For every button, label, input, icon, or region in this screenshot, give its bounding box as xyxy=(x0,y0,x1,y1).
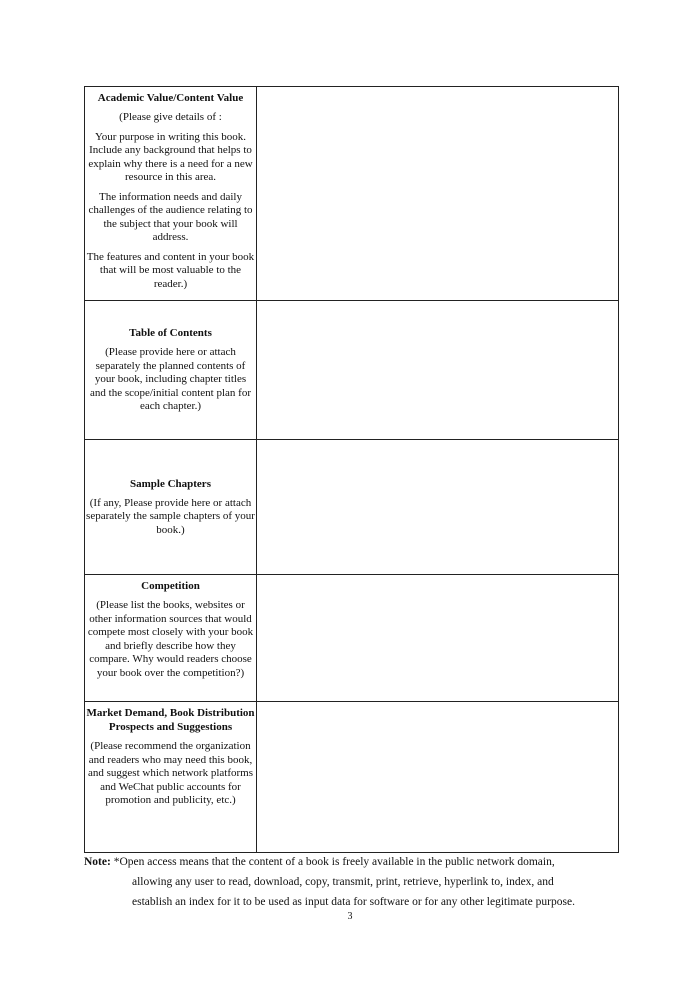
form-row-sample-chapters xyxy=(85,440,619,575)
label-cell-market-demand xyxy=(85,702,257,853)
row-title: Academic Value/Content Value xyxy=(97,92,244,104)
open-access-note xyxy=(84,852,620,912)
row-instruction: Your purpose in writing this book. Include any background that helps to explain why there is a need for a new resource in this area. xyxy=(88,130,253,183)
row-instruction: The information needs and daily challenges of the audience relating to the subject that your book will address. xyxy=(88,190,253,243)
row-instruction: (Please give details of : xyxy=(119,111,222,123)
form-row-competition xyxy=(85,575,619,702)
answer-field-table-of-contents[interactable] xyxy=(257,301,619,440)
note-text-line: *Open access means that the content of a book is freely available in the public network domain, xyxy=(113,856,555,868)
note-text-line: establish an index for it to be used as input data for software or for any other legitimate purpose. xyxy=(132,896,575,908)
note-text-line: allowing any user to read, download, copy, transmit, print, retrieve, hyperlink to, index, and xyxy=(132,876,554,888)
form-row-academic-value xyxy=(85,87,619,301)
row-instruction: (Please list the books, websites or other information sources that would compete most closely with your book and briefly describe how they compare. Why would readers choose your book over the competition?) xyxy=(87,599,254,679)
form-row-table-of-contents xyxy=(85,301,619,440)
row-title: Market Demand, Book Distribution Prospects and Suggestions xyxy=(86,707,255,733)
answer-field-market-demand[interactable] xyxy=(257,702,619,853)
row-title: Table of Contents xyxy=(129,327,212,340)
label-cell-table-of-contents xyxy=(85,301,257,440)
label-cell-academic-value xyxy=(85,87,257,301)
row-instruction: The features and content in your book that will be most valuable to the reader.) xyxy=(86,250,255,290)
label-cell-sample-chapters xyxy=(85,440,257,575)
page-number: 3 xyxy=(347,911,353,922)
answer-field-academic-value[interactable] xyxy=(257,87,619,301)
note-first-line xyxy=(84,852,620,872)
answer-field-sample-chapters[interactable] xyxy=(257,440,619,575)
form-row-market-demand xyxy=(85,702,619,853)
row-instruction: (Please recommend the organization and readers who may need this book, and suggest which network platforms and WeChat public accounts for promotion and publicity, etc.) xyxy=(88,740,253,806)
label-cell-competition xyxy=(85,575,257,702)
row-title: Sample Chapters xyxy=(130,477,211,490)
proposal-form-table xyxy=(84,86,619,853)
row-instruction: (Please provide here or attach separately the planned contents of your book, including chapter titles and the scope/initial content plan for each chapter.) xyxy=(90,346,251,413)
note-label: Note: xyxy=(84,856,111,868)
answer-field-competition[interactable] xyxy=(257,575,619,702)
row-title: Competition xyxy=(141,580,200,592)
row-instruction: (If any, Please provide here or attach separately the sample chapters of your book.) xyxy=(86,496,255,536)
